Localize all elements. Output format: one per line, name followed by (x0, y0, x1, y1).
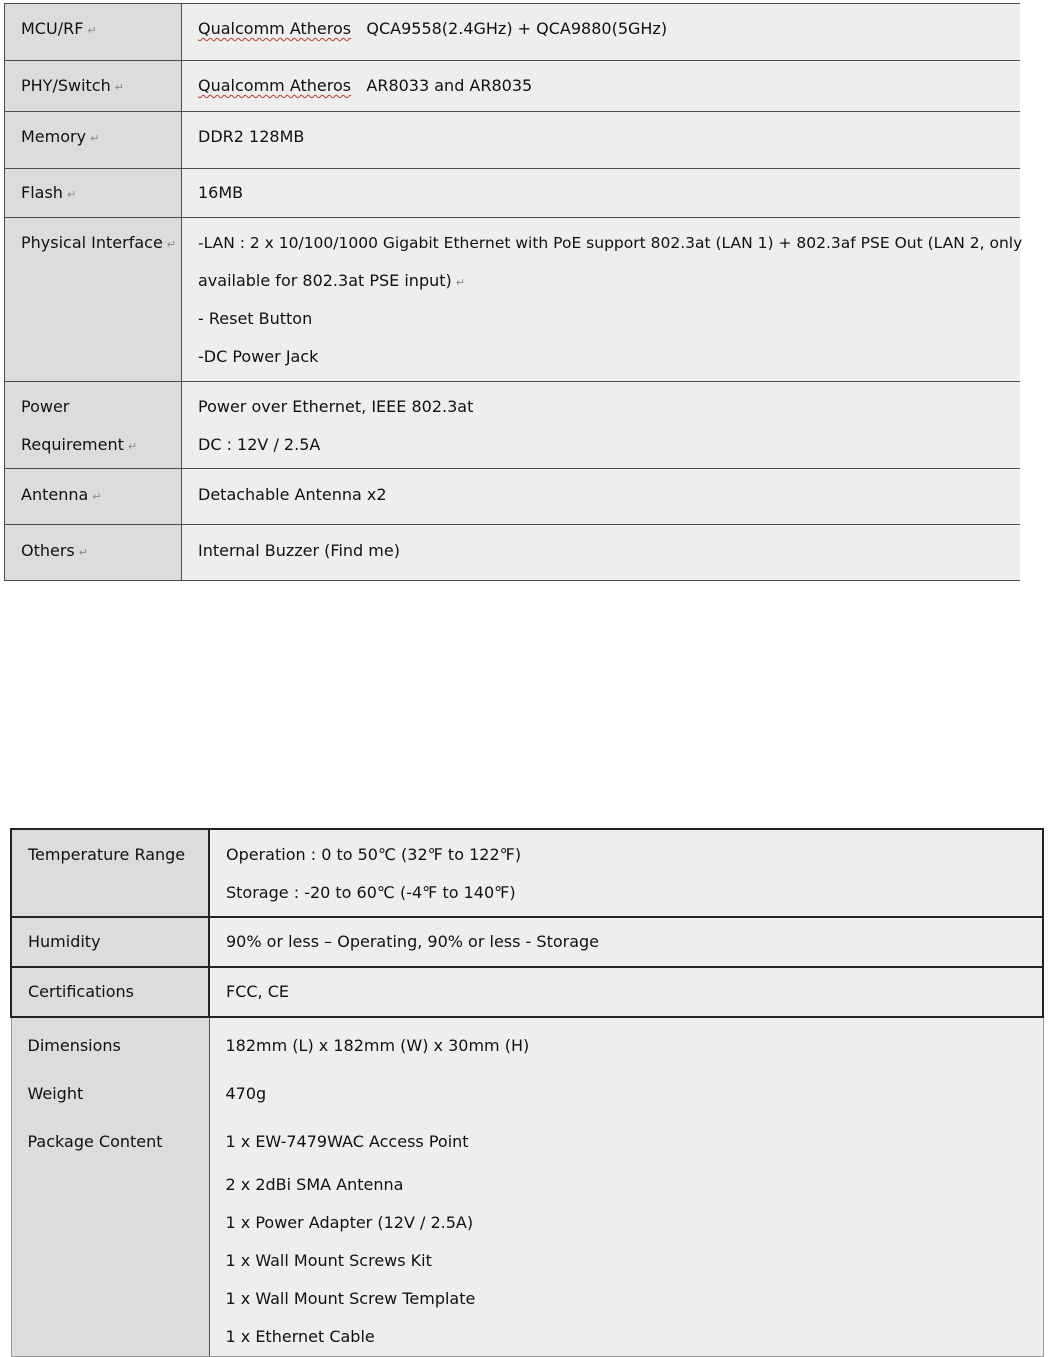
spec-value: Internal Buzzer (Find me) (198, 541, 400, 560)
spec-value-line: DC : 12V / 2.5A (198, 435, 321, 454)
package-item: 1 x Ethernet Cable (225, 1327, 375, 1346)
environment-spec-table (10, 828, 1044, 1357)
spec-label: Memory (21, 127, 87, 146)
package-item: 1 x Power Adapter (12V / 2.5A) (225, 1213, 474, 1232)
spec-label: Others (21, 541, 75, 560)
spec-label-package: Package Content (27, 1132, 163, 1151)
spec-value: FCC, CE (226, 982, 289, 1001)
spec-value: Detachable Antenna x2 (198, 485, 387, 504)
spec-label: Humidity (28, 932, 101, 951)
package-item: 1 x Wall Mount Screw Template (225, 1289, 476, 1308)
spec-label-weight: Weight (27, 1084, 84, 1103)
spec-value-line: available for 802.3at PSE input) ↵ (198, 271, 465, 290)
spec-value: QCA9558(2.4GHz) + QCA9880(5GHz) (366, 19, 668, 38)
spec-value: 16MB (198, 183, 244, 202)
spec-value-weight: 470g (225, 1084, 267, 1103)
spec-value: 90% or less – Operating, 90% or less - Storage (226, 932, 600, 951)
spec-vendor: Qualcomm Atheros (198, 76, 352, 95)
spec-value: AR8033 and AR8035 (366, 76, 533, 95)
spec-value-line: -DC Power Jack (198, 347, 319, 366)
spec-row-dimensions-weight-package (11, 1017, 1043, 1357)
spec-row-power: Power Requirement ↵ Power over Ethernet, IEEE 802.3at DC : 12V / 2.5A (5, 382, 1021, 469)
spec-label-dimensions: Dimensions (27, 1036, 121, 1055)
spec-label: Physical Interface (21, 233, 163, 252)
spec-label-line: Requirement (21, 435, 124, 454)
spec-value-line: Storage : -20 to 60℃ (-4℉ to 140℉) (226, 883, 516, 902)
spec-value-line: Operation : 0 to 50℃ (32℉ to 122℉) (226, 845, 522, 864)
spec-label: Temperature Range (28, 845, 186, 864)
spec-row-antenna: Antenna ↵ Detachable Antenna x2 (5, 469, 1021, 525)
spec-label: MCU/RF (21, 19, 84, 38)
package-item: 1 x Wall Mount Screws Kit (225, 1251, 432, 1270)
spec-value-dimensions: 182mm (L) x 182mm (W) x 30mm (H) (225, 1036, 530, 1055)
hardware-spec-table (4, 3, 1023, 581)
spec-row-temperature (11, 829, 1043, 917)
spec-value-line: -LAN : 2 x 10/100/1000 Gigabit Ethernet with PoE support 802.3at (LAN 1) + 802.3af PSE Out (LAN 2, only (198, 234, 1023, 252)
spec-row-others: Others ↵ Internal Buzzer (Find me) (5, 525, 1021, 581)
spec-label-line: Power (21, 397, 70, 416)
package-item: 2 x 2dBi SMA Antenna (225, 1175, 404, 1194)
spec-row-mcu: MCU/RF ↵ Qualcomm Atheros QCA9558(2.4GHz) + QCA9880(5GHz) (5, 4, 1021, 61)
spec-value: DDR2 128MB (198, 127, 305, 146)
package-item: 1 x EW-7479WAC Access Point (225, 1132, 469, 1151)
spec-value-line: Power over Ethernet, IEEE 802.3at (198, 397, 474, 416)
spec-row-memory: Memory ↵ DDR2 128MB (5, 112, 1021, 169)
spec-label: Certifications (28, 982, 134, 1001)
spec-label: Antenna (21, 485, 89, 504)
spec-row-humidity (11, 917, 1043, 967)
spec-label: Flash (21, 183, 63, 202)
spec-row-physical-interface: Physical Interface ↵ -LAN : 2 x 10/100/1000 Gigabit Ethernet with PoE support 802.3at (LAN 1) + 802.3af PSE Out (LAN 2, only available for 802.3at PSE input) ↵ - Reset Button -DC Power Jack (5, 218, 1021, 382)
spec-vendor: Qualcomm Atheros (198, 19, 352, 38)
spec-row-phy: PHY/Switch ↵ Qualcomm Atheros AR8033 and AR8035 (5, 61, 1021, 112)
spec-label: PHY/Switch (21, 76, 111, 95)
spec-value-line: - Reset Button (198, 309, 313, 328)
spec-row-flash: Flash ↵ 16MB (5, 169, 1021, 218)
spec-row-certifications (11, 967, 1043, 1017)
